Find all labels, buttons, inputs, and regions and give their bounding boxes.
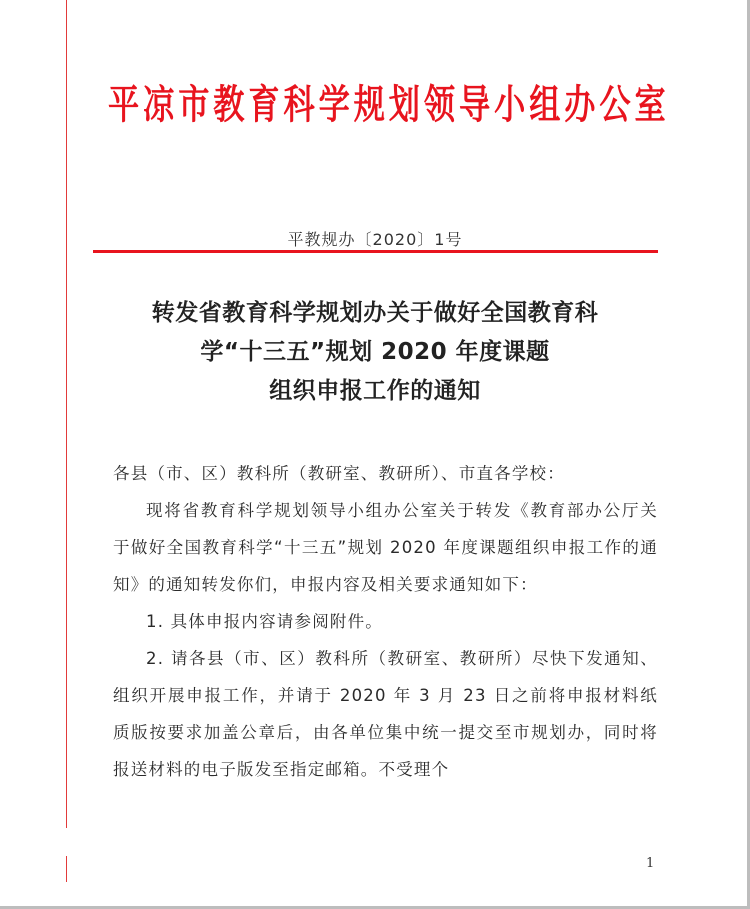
organization-header: 平凉市教育科学规划领导小组办公室 xyxy=(108,81,670,128)
body-paragraph: 1. 具体申报内容请参阅附件。 xyxy=(146,612,383,631)
body-paragraph: 现将省教育科学规划领导小组办公室关于转发《教育部办公厅关于做好全国教育科学“十三五”规划 2020 年度课题组织申报工作的通知》的通知转发你们，申报内容及相关要求通知如下： xyxy=(113,501,658,594)
salutation: 各县（市、区）教科所（教研室、教研所）、市直各学校： xyxy=(113,464,565,483)
document-title xyxy=(0,294,750,411)
body-paragraph: 2. 请各县（市、区）教科所（教研室、教研所）尽快下发通知、组织开展申报工作，并请于 2020 年 3 月 23 日之前将申报材料纸质版按要求加盖公章后，由各单位集中统一提交至市规划办，同时将报送材料的电子版发至指定邮箱。不受理个 xyxy=(113,649,658,779)
margin-line xyxy=(66,0,67,828)
page-number: 1 xyxy=(646,856,655,871)
document-body xyxy=(113,455,658,788)
title-line: 转发省教育科学规划办关于做好全国教育科 xyxy=(151,300,599,326)
document-number: 平教规办〔2020〕1号 xyxy=(287,230,463,249)
margin-line-lower xyxy=(66,856,67,882)
title-line: 学“十三五”规划 2020 年度课题 xyxy=(200,339,550,365)
red-divider-line xyxy=(93,250,658,253)
title-line: 组织申报工作的通知 xyxy=(269,378,481,404)
